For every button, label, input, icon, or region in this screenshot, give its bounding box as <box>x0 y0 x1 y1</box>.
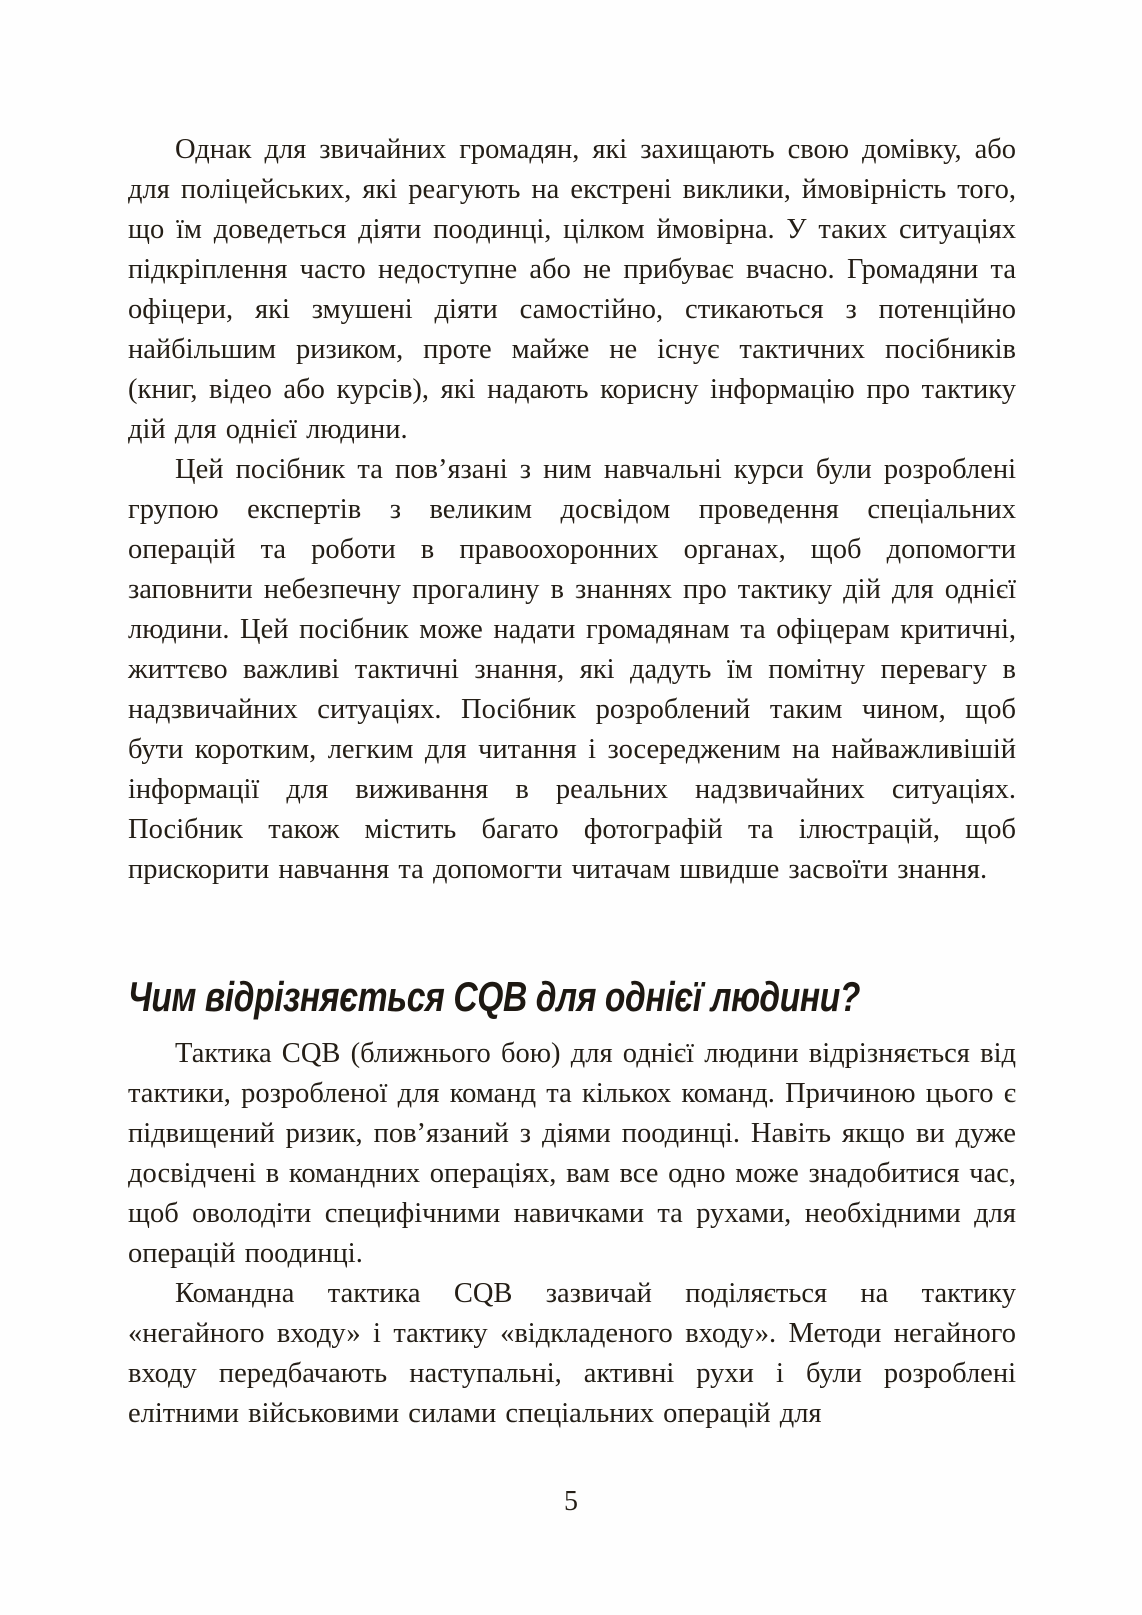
body-paragraph-4: Командна тактика CQB зазвичай поділяється на тактику «негайного входу» і тактику «відкладеного входу». Методи негайного входу передбачають наступальні, активні рухи і були розроблені елітними військовими силами спеціальних операцій для <box>128 1278 1016 1429</box>
section-heading: Чим відрізняється CQB для однієї людини? <box>128 973 860 1020</box>
body-paragraph-1: Однак для звичайних громадян, які захищають свою домівку, або для поліцейських, які реагують на екстрені виклики, ймовірність того, що їм доведеться діяти поодинці, цілком ймовірна. У таких ситуаціях підкріплення часто недоступне або не прибуває вчасно. Громадяни та офіцери, які змушені діяти самостійно, стикаються з потенційно найбільшим ризиком, проте майже не існує тактичних посібників (книг, відео або курсів), які надають корисну інформацію про тактику дій для однієї людини. <box>128 134 1016 445</box>
page-number: 5 <box>564 1486 578 1517</box>
page-body <box>128 130 1016 1434</box>
body-paragraph-3: Тактика CQB (ближнього бою) для однієї людини відрізняється від тактики, розробленої для команд та кількох команд. Причиною цього є підвищений ризик, пов’язаний з діями поодинці. Навіть якщо ви дуже досвідчені в командних операціях, вам все одно може знадобитися час, щоб оволодіти специфічними навичками та рухами, необхідними для операцій поодинці. <box>128 1038 1016 1269</box>
body-paragraph-2: Цей посібник та пов’язані з ним навчальні курси були розроблені групою експертів з великим досвідом проведення спеціальних операцій та роботи в правоохоронних органах, щоб допомогти заповнити небезпечну прогалину в знаннях про тактику дій для однієї людини. Цей посібник може надати громадянам та офіцерам критичні, життєво важливі тактичні знання, які дадуть їм помітну перевагу в надзвичайних ситуаціях. Посібник розроблений таким чином, щоб бути коротким, легким для читання і зосередженим на найважливішій інформації для виживання в реальних надзвичайних ситуаціях. Посібник також містить багато фотографій та ілюстрацій, щоб прискорити навчання та допомогти читачам швидше засвоїти знання. <box>128 454 1016 885</box>
